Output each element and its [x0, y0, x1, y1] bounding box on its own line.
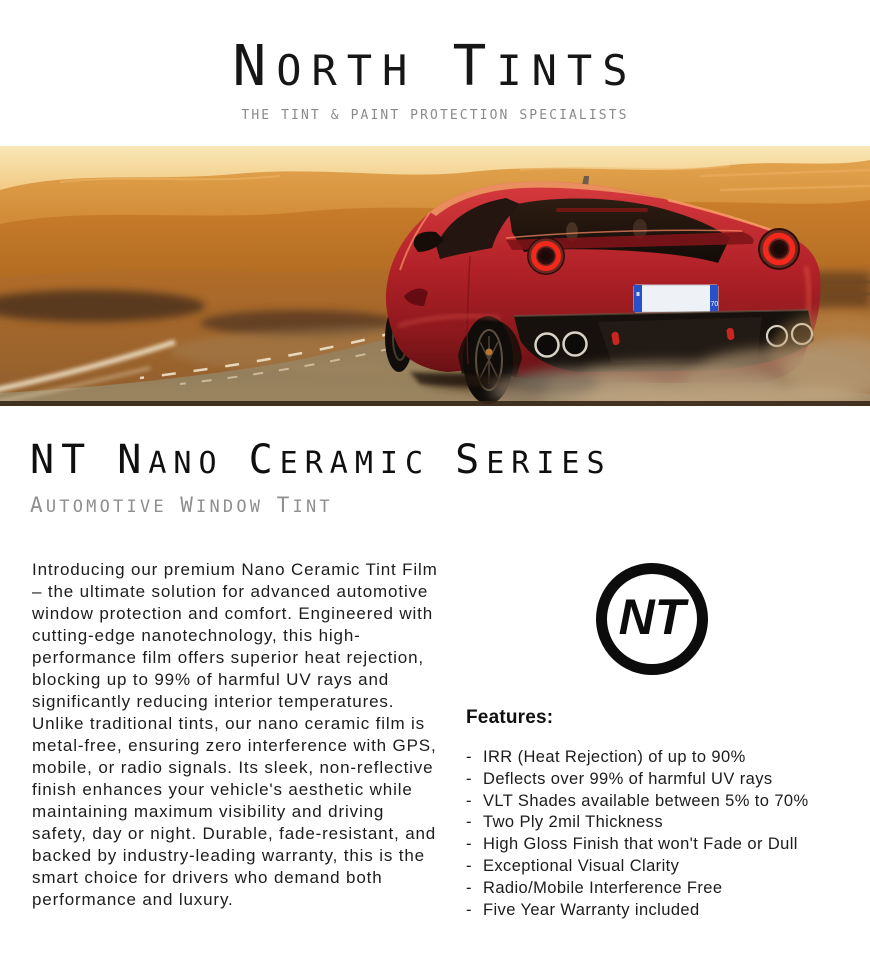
feature-text: Radio/Mobile Interference Free [483, 878, 723, 897]
feature-item [466, 878, 838, 900]
feature-text: Exceptional Visual Clarity [483, 856, 680, 875]
feature-text: Five Year Warranty included [483, 900, 700, 919]
license-plate [634, 285, 718, 312]
feature-text: Deflects over 99% of harmful UV rays [483, 769, 773, 788]
feature-item [466, 856, 838, 878]
bullet-dash: - [466, 878, 472, 897]
features-heading: Features: [466, 707, 554, 728]
plate-badge: 70 [710, 301, 719, 308]
page-subtitle: AUTOMOTIVE WINDOW TINT [30, 493, 333, 517]
section-heading [0, 437, 870, 517]
features-list [466, 747, 838, 921]
bullet-dash: - [466, 835, 472, 854]
intro-column [32, 559, 444, 921]
page-title: NT NANO CERAMIC SERIES [30, 437, 612, 483]
nt-logo-badge [596, 563, 708, 675]
bullet-dash: - [466, 769, 472, 788]
feature-item [466, 791, 838, 813]
feature-text: Two Ply 2mil Thickness [483, 813, 663, 832]
brand-logo: NORTH TINTS [232, 34, 638, 99]
features-column [444, 559, 838, 921]
feature-item [466, 769, 838, 791]
nt-logo-text: NT [618, 589, 686, 645]
hero-image [0, 146, 870, 406]
bullet-dash: - [466, 748, 472, 766]
bullet-dash: - [466, 791, 472, 810]
intro-paragraph: Introducing our premium Nano Ceramic Tint Film – the ultimate solution for advanced automotive window protection and comfort. Engineered with cutting-edge nanotechnology, this high-performance film offers superior heat rejection, blocking up to 99% of harmful UV rays and significantly reducing interior temperatures. Unlike traditional tints, our nano ceramic film is metal-free, ensuring zero interference with GPS, mobile, or radio signals. Its sleek, non-reflective finish enhances your vehicle's aesthetic while maintaining maximum visibility and driving safety, day or night. Durable, fade-resistant, and backed by industry-leading warranty, this is the smart choice for drivers who demand both performance and luxury. [32, 560, 438, 909]
feature-item [466, 834, 838, 856]
content-columns [0, 559, 870, 921]
bullet-dash: - [466, 813, 472, 832]
feature-item [466, 747, 838, 769]
feature-item [466, 900, 838, 922]
feature-item [466, 812, 838, 834]
brand-tagline: THE TINT & PAINT PROTECTION SPECIALISTS [241, 108, 629, 123]
nt-badge-wrap [466, 563, 838, 675]
feature-text: VLT Shades available between 5% to 70% [483, 791, 809, 810]
feature-text: IRR (Heat Rejection) of up to 90% [483, 748, 746, 766]
bullet-dash: - [466, 900, 472, 919]
taillight-right-icon [758, 228, 800, 270]
feature-text: High Gloss Finish that won't Fade or Dull [483, 835, 798, 854]
brand-header [0, 0, 870, 123]
bullet-dash: - [466, 856, 472, 875]
photo-bottom-edge [0, 401, 870, 406]
taillight-left-icon [527, 237, 565, 275]
